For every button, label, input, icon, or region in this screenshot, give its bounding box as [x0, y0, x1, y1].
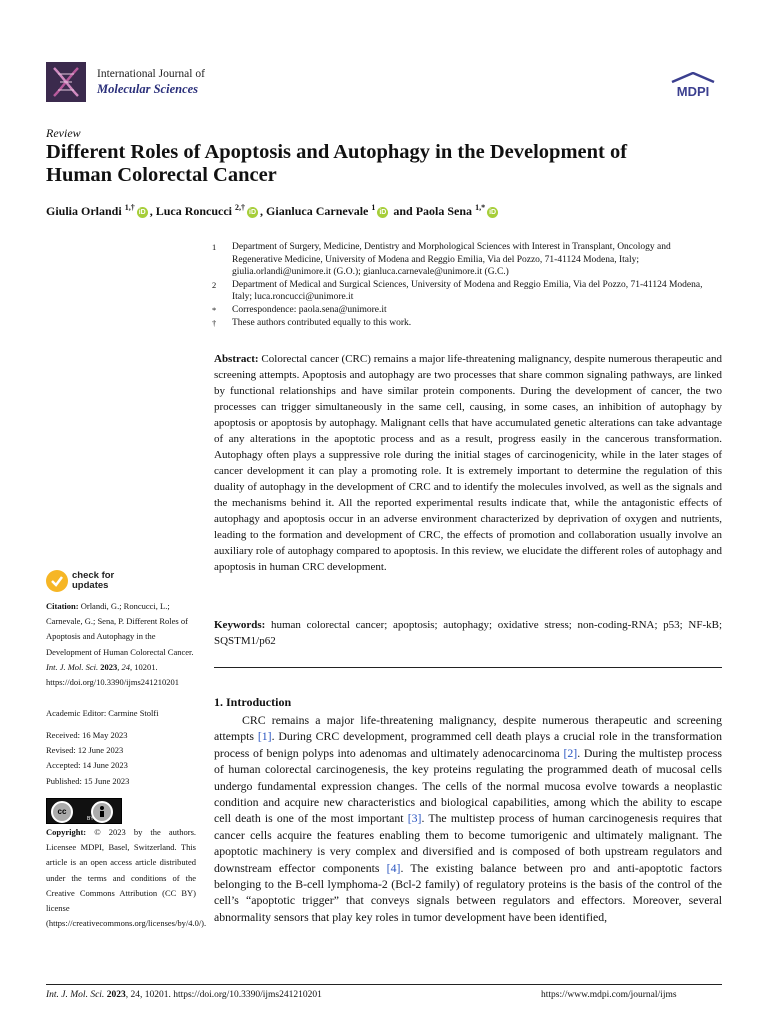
- affiliation-text: Department of Medical and Surgical Sciences, University of Modena and Reggio Emilia, Via del Pozzo, 71-41124 Modena, Italy; luca.roncucci@unimore.it: [232, 279, 703, 303]
- reference-link[interactable]: [3]: [407, 811, 422, 826]
- date-published: Published: 15 June 2023: [46, 775, 130, 786]
- badge-line1: check for: [72, 570, 115, 581]
- check-for-updates-badge[interactable]: [46, 570, 166, 594]
- by-person-icon: [91, 801, 113, 823]
- article-title: Different Roles of Apoptosis and Autophagy in the Development of Human Colorectal Cancer: [46, 141, 628, 186]
- affiliation-mark: 1: [212, 242, 217, 252]
- copyright-block: [46, 825, 207, 931]
- copyright-text: © 2023 by the authors. Licensee MDPI, Basel, Switzerland. This article is an open access article distributed under the terms and conditions of the Creative Commons Attribution (CC BY) license (https://creativecommons.org/licenses/by/4.0/).: [46, 827, 207, 929]
- history-dates: [46, 728, 196, 789]
- cc-by-license-badge[interactable]: [46, 798, 122, 824]
- intro-text: . The existing balance between pro and anti-apoptotic factors belonging to the B-cell lymphoma-2 (Bcl-2 family) of regulatory proteins is the basis of the control of the cell’s “apoptotic trigger” that conveys signals between regulators and effectors. Moreover, several abnormality sensors that play key roles in tumor development have been identified,: [214, 860, 722, 924]
- footer-citation: [46, 990, 322, 1000]
- reference-link[interactable]: [1]: [257, 729, 272, 744]
- copyright-label: Copyright:: [46, 827, 87, 837]
- date-accepted: Accepted: 14 June 2023: [46, 760, 128, 771]
- keywords-label: Keywords:: [214, 619, 266, 631]
- mdpi-logo: [668, 72, 718, 102]
- footer-doi[interactable]: , 24, 10201. https://doi.org/10.3390/ijms241210201: [125, 990, 322, 1000]
- author-separator: ,: [149, 204, 156, 218]
- keywords: [214, 617, 722, 649]
- affiliation: [212, 304, 722, 317]
- citation-year: 2023: [100, 661, 118, 672]
- academic-editor: Academic Editor: Carmine Stolfi: [46, 708, 159, 718]
- affiliation-text: Department of Surgery, Medicine, Dentistry and Morphological Sciences with Interest in Transplant, Oncology and Regenerative Medicine, University of Modena and Reggio Emilia, Via del Pozzo, 71-41124 Modena, Italy; giulia.orlandi@unimore.it (G.O.); gianluca.carnevale@unimore.it (G.C.): [232, 242, 671, 278]
- article-type: Review: [46, 126, 81, 140]
- citation-journal: Int. J. Mol. Sci.: [46, 661, 99, 672]
- author-name[interactable]: Luca Roncucci: [155, 204, 233, 218]
- reference-link[interactable]: [2]: [563, 745, 578, 760]
- affiliation: [212, 317, 722, 330]
- citation-volume: 24: [121, 661, 131, 672]
- keywords-text: human colorectal cancer; apoptosis; autophagy; oxidative stress; non-coding-RNA; p53; NF-kB; SQSTM1/p62: [214, 619, 722, 647]
- cc-by-text: BY: [87, 816, 94, 822]
- footer-url[interactable]: https://www.mdpi.com/journal/ijms: [541, 990, 677, 1000]
- author-sup: 2,†: [235, 203, 246, 212]
- intro-text: CRC remains a major life-threatening malignancy, despite numerous therapeutic and screening attempts: [214, 713, 722, 744]
- footer-divider: [46, 984, 722, 985]
- citation-block: Citation: Orlandi, G.; Roncucci, L.; Carnevale, G.; Sena, P. Different Roles of Apoptosis and Autophagy in the Development of Human Colorectal Cancer. Int. J. Mol. Sci. 2023, 24, 10201. https://doi.org/10.3390/ijms241210201: [46, 601, 194, 688]
- affiliation-text: Correspondence: paola.sena@unimore.it: [232, 304, 387, 315]
- affiliation: [212, 241, 722, 279]
- footer-journal: Int. J. Mol. Sci.: [46, 990, 105, 1000]
- intro-paragraph: [214, 712, 722, 925]
- citation-doi[interactable]: 10201. https://doi.org/10.3390/ijms241210201: [46, 661, 180, 688]
- date-revised: Revised: 12 June 2023: [46, 745, 124, 756]
- orcid-icon[interactable]: iD: [379, 208, 387, 216]
- author-sup: 1,†: [124, 203, 135, 212]
- orcid-icon[interactable]: iD: [489, 208, 497, 216]
- author-sup: 1,*: [475, 203, 486, 212]
- author-sup: 1: [371, 203, 376, 212]
- badge-line2: updates: [72, 580, 109, 591]
- section-divider: [214, 667, 722, 668]
- intro-text: . During the multistep process of human colorectal carcinogenesis, the key proteins regulating the programmed death of mucosal cells undergo fundamental expression changes. The cells of the normal mucosa evolve towards a neoplastic condition and acquire new characteristics and biological capabilities, among which the ability to escape cell death is one of the most important: [214, 745, 722, 826]
- reference-link[interactable]: [4]: [386, 860, 401, 875]
- author-name[interactable]: Gianluca Carnevale: [266, 204, 369, 218]
- intro-text: . During CRC development, programmed cell death plays a crucial role in the transformation process of benign polyps into adenomas and ultimately adenocarcinoma: [214, 729, 722, 760]
- journal-name-line1: International Journal of: [97, 68, 205, 80]
- abstract-label: Abstract:: [214, 353, 259, 365]
- date-received: Received: 16 May 2023: [46, 730, 128, 740]
- affiliation-mark: 2: [212, 279, 217, 290]
- affiliation-mark: †: [212, 317, 217, 328]
- footer-year: 2023: [106, 990, 126, 1000]
- journal-name: [97, 67, 205, 97]
- section-heading: 1. Introduction: [214, 695, 292, 709]
- publisher-name: MDPI: [676, 84, 710, 99]
- affiliation-mark: *: [212, 304, 217, 315]
- affiliation-text: These authors contributed equally to this work.: [232, 317, 412, 328]
- cc-icon: cc: [51, 801, 73, 823]
- abstract: [214, 351, 722, 575]
- author-separator: and: [390, 204, 416, 218]
- abstract-text: Colorectal cancer (CRC) remains a major life-threatening malignancy, despite numerous therapeutic and screening attempts. Apoptosis and autophagy are two processes that share common signaling pathways, are linked by functional relationships and have similar protein components. During the development of cancer, the two processes can trigger simultaneously in the same cell, causing, in some cases, an inhibition of autophagy by apoptosis or apoptosis by autophagy. Malignant cells that have accumulated genetic alterations can take advantage of any alterations in the apoptotic process and as a result, progress easily in the cancerous transformation. Autophagy often plays a suppressive role during the initial stages of carcinogenicity, while in the later stages of cancer development it can play a promoting role. It is extremely important to determine the regulation of this duality of autophagy in the development of CRC and to identify the molecules involved, as well as the signals and the mechanisms behind it. All the reported experimental results indicate that, while the antagonistic effects of autophagy and apoptosis occur in an adverse environment characterized by deprivation of oxygen and nutrients, leading to the formation and development of CRC, the effects of promotion and collaboration usually involve an auxiliary role of autophagy compared to apoptosis. In this review, we elucidate the different roles of autophagy and apoptosis in human CRC development.: [214, 353, 722, 573]
- author-list: [46, 203, 500, 219]
- journal-name-line2: Molecular Sciences: [97, 82, 199, 96]
- orcid-icon[interactable]: iD: [138, 208, 146, 216]
- journal-logo: [46, 62, 86, 102]
- citation-label: Citation:: [46, 601, 79, 611]
- citation-text: Orlandi, G.; Roncucci, L.; Carnevale, G.; Sena, P. Different Roles of Apoptosis and Autophagy in the Development of Human Colorectal Cancer.: [46, 601, 194, 657]
- intro-text: . The multistep process of human carcinogenesis requires that cancer cells acquire the features enabling them to become tumorigenic and ultimately malignant. The apoptotic machinery is very complex and diversified and is composed of both upstream regulators and downstream effector components: [214, 811, 723, 875]
- check-updates-icon: [46, 570, 68, 592]
- author-separator: ,: [260, 204, 267, 218]
- orcid-icon[interactable]: iD: [249, 208, 257, 216]
- author-name[interactable]: Paola Sena: [415, 204, 473, 218]
- affiliations: [212, 241, 722, 329]
- affiliation: [212, 279, 722, 304]
- author-name[interactable]: Giulia Orlandi: [46, 204, 122, 218]
